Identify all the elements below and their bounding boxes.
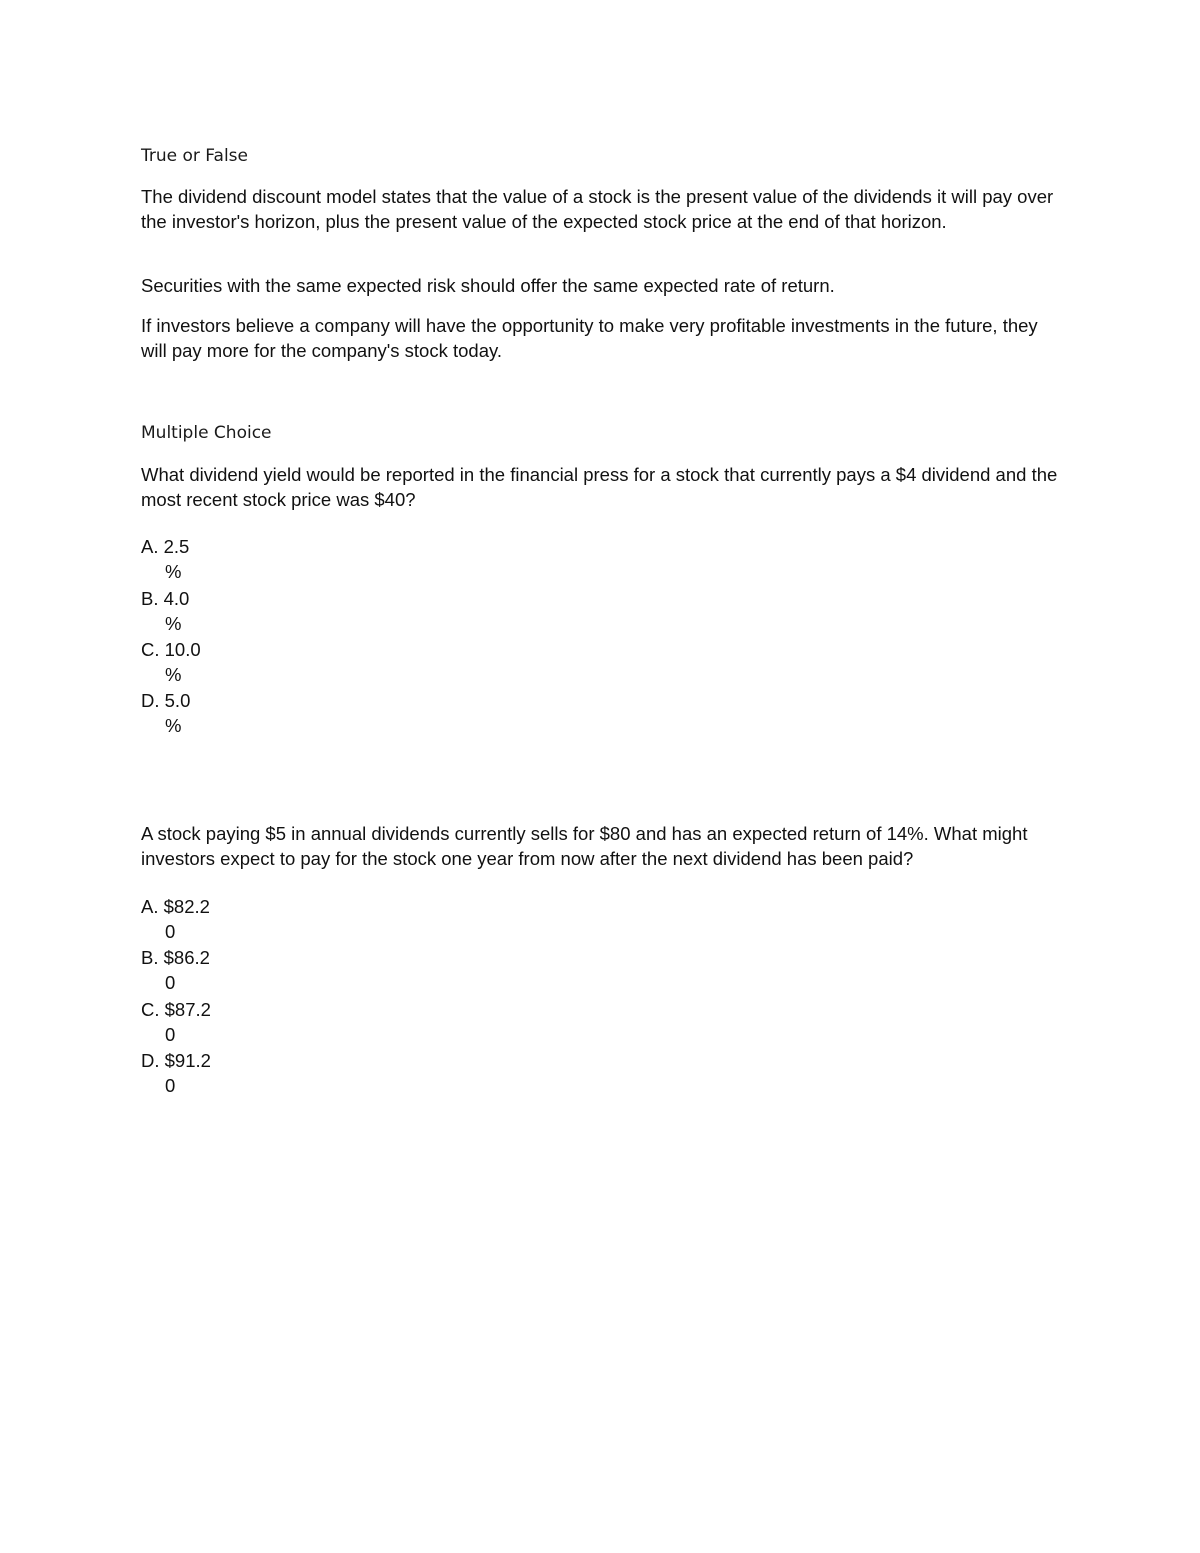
question-1-option-a [141, 535, 231, 584]
question-2-option-d [141, 1049, 231, 1098]
true-false-statement-3: If investors believe a company will have the opportunity to make very profitable investments in the future, they will pay more for the company's stock today. [141, 315, 1038, 361]
option-letter: A. [141, 536, 159, 557]
option-value: 5.0 [164, 690, 191, 711]
question-1-text: What dividend yield would be reported in the financial press for a stock that currently pays a $4 dividend and the most recent stock price was $40? [141, 464, 1058, 510]
question-1-option-c [141, 638, 231, 687]
question-1-option-b [141, 587, 231, 636]
option-value-wrap: 0 [165, 920, 176, 942]
option-value: 10.0 [164, 639, 201, 660]
question-1-option-d [141, 689, 231, 738]
option-value: $87.2 [164, 999, 211, 1020]
true-false-heading: True or False [141, 146, 248, 166]
option-letter: C. [141, 999, 160, 1020]
option-value: 4.0 [163, 588, 190, 609]
option-letter: B. [141, 947, 159, 968]
option-value-wrap: 0 [165, 971, 176, 993]
question-2-option-b [141, 946, 231, 995]
option-value-wrap: % [165, 663, 182, 685]
option-letter: B. [141, 588, 159, 609]
option-value: $82.2 [163, 896, 210, 917]
question-2-text: A stock paying $5 in annual dividends currently sells for $80 and has an expected return of 14%. What might investors expect to pay for the stock one year from now after the next dividend has been paid? [141, 823, 1028, 869]
option-value-wrap: 0 [165, 1023, 176, 1045]
question-2-option-c [141, 998, 231, 1047]
multiple-choice-heading: Multiple Choice [141, 423, 272, 443]
option-value-wrap: % [165, 560, 182, 582]
option-letter: A. [141, 896, 159, 917]
true-false-statement-2: Securities with the same expected risk should offer the same expected rate of return. [141, 275, 835, 296]
option-value: 2.5 [163, 536, 190, 557]
option-letter: C. [141, 639, 160, 660]
option-letter: D. [141, 1050, 160, 1071]
option-letter: D. [141, 690, 160, 711]
question-2-option-a [141, 895, 231, 944]
option-value: $91.2 [164, 1050, 211, 1071]
option-value: $86.2 [163, 947, 210, 968]
true-false-statement-1: The dividend discount model states that the value of a stock is the present value of the dividends it will pay over the investor's horizon, plus the present value of the expected stock price at the end of that horizon. [141, 186, 1054, 232]
option-value-wrap: % [165, 714, 182, 736]
option-value-wrap: % [165, 612, 182, 634]
option-value-wrap: 0 [165, 1074, 176, 1096]
